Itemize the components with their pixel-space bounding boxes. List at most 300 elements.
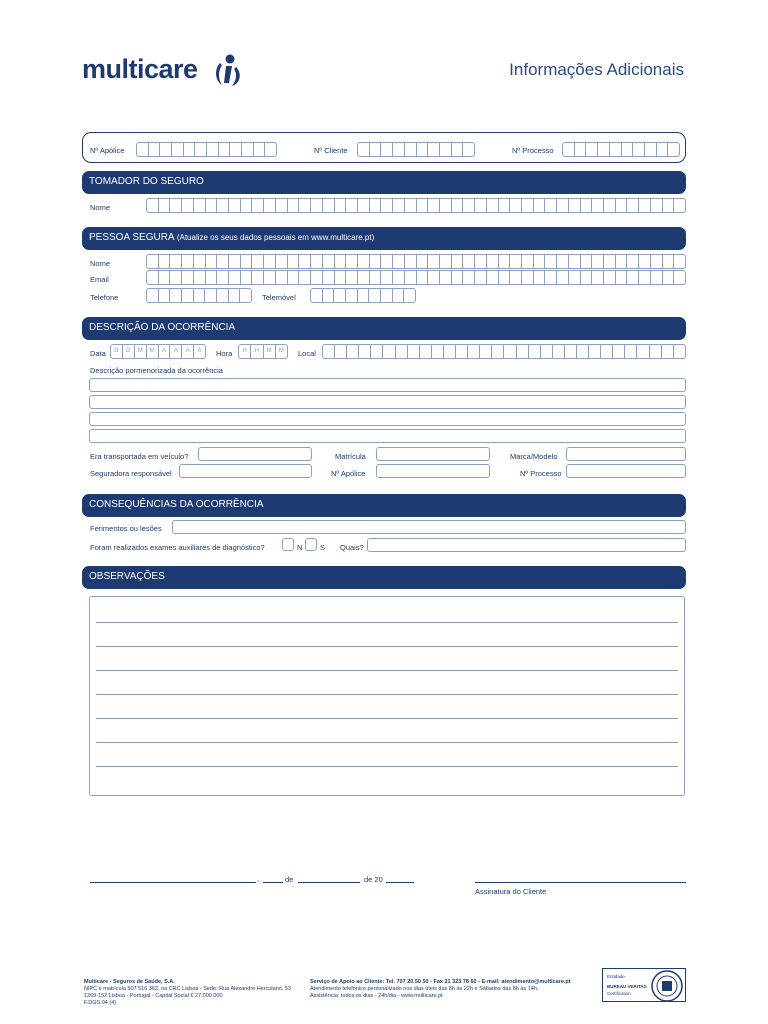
- input-cell[interactable]: [242, 143, 254, 156]
- input-cell[interactable]: [381, 271, 393, 284]
- input-cell[interactable]: [405, 143, 417, 156]
- insurer-label: Seguradora responsável: [90, 469, 172, 478]
- input-cell[interactable]: [613, 345, 625, 358]
- input-cell[interactable]: [264, 199, 276, 212]
- input-cell[interactable]: D: [111, 345, 123, 358]
- input-cell[interactable]: [229, 289, 241, 302]
- input-cell[interactable]: [440, 199, 452, 212]
- input-cell[interactable]: [504, 345, 516, 358]
- input-cell[interactable]: [569, 271, 581, 284]
- input-cell[interactable]: [510, 255, 522, 268]
- process-number-label: Nº Processo: [512, 146, 554, 155]
- input-cell[interactable]: [569, 255, 581, 268]
- tomador-name-label: Nome: [90, 203, 111, 212]
- input-cell[interactable]: [323, 199, 335, 212]
- description-line-4[interactable]: [89, 429, 686, 443]
- input-cell[interactable]: [160, 143, 172, 156]
- input-cell[interactable]: [159, 255, 171, 268]
- input-cell[interactable]: [604, 271, 616, 284]
- vehicle-label: Era transportada em veículo?: [90, 452, 189, 461]
- signature-caption: Assinatura do Cliente: [475, 887, 547, 896]
- input-cell[interactable]: M: [147, 345, 159, 358]
- input-cell[interactable]: [229, 255, 241, 268]
- input-cell[interactable]: [616, 199, 628, 212]
- input-cell[interactable]: [147, 289, 159, 302]
- input-cell[interactable]: [311, 255, 323, 268]
- input-cell[interactable]: [276, 271, 288, 284]
- input-cell[interactable]: [444, 345, 456, 358]
- input-cell[interactable]: [662, 345, 674, 358]
- input-cell[interactable]: [480, 345, 492, 358]
- input-cell[interactable]: [522, 255, 534, 268]
- input-cell[interactable]: [264, 271, 276, 284]
- footer-company-line: NIPC e matrícula 507 516 362, na CRC Lisboa - Sede: Rua Alexandre Herculano, 53: [84, 986, 291, 992]
- input-cell[interactable]: [674, 199, 685, 212]
- input-cell[interactable]: [440, 143, 452, 156]
- input-cell[interactable]: [335, 255, 347, 268]
- input-cell[interactable]: A: [159, 345, 171, 358]
- input-cell[interactable]: [468, 345, 480, 358]
- page-title: Informações Adicionais: [509, 60, 684, 79]
- input-cell[interactable]: [592, 271, 604, 284]
- input-cell[interactable]: [604, 199, 616, 212]
- input-cell[interactable]: [541, 345, 553, 358]
- input-cell[interactable]: [229, 199, 241, 212]
- input-cell[interactable]: [241, 199, 253, 212]
- input-cell[interactable]: [645, 143, 657, 156]
- input-cell[interactable]: [456, 345, 468, 358]
- footer-service-line: Assistência: todos os dias - 24h/dia - www.multicare.pt: [310, 993, 443, 999]
- process-number-input[interactable]: [562, 142, 680, 157]
- insurer-process-input[interactable]: [566, 464, 686, 478]
- bureau-veritas-seal-icon: [651, 970, 683, 1002]
- input-cell[interactable]: [557, 271, 569, 284]
- input-cell[interactable]: [346, 289, 358, 302]
- input-cell[interactable]: [651, 255, 663, 268]
- multicare-logo-icon: [212, 53, 244, 87]
- input-cell[interactable]: [598, 143, 610, 156]
- injuries-input[interactable]: [172, 520, 686, 534]
- input-cell[interactable]: [182, 289, 194, 302]
- time-label: Hora: [216, 349, 233, 358]
- input-cell[interactable]: [194, 271, 206, 284]
- exams-which-label: Quais?: [340, 543, 364, 552]
- section-title: CONSEQUÊNCIAS DA OCORRÊNCIA: [89, 499, 264, 510]
- input-cell[interactable]: [627, 271, 639, 284]
- input-cell[interactable]: [581, 255, 593, 268]
- footer-form-code: F.DGS.04 (4): [84, 1000, 117, 1006]
- input-cell[interactable]: [217, 289, 229, 302]
- input-cell[interactable]: [577, 345, 589, 358]
- input-cell[interactable]: [534, 255, 546, 268]
- input-cell[interactable]: [240, 289, 251, 302]
- input-cell[interactable]: [487, 271, 499, 284]
- input-cell[interactable]: [323, 289, 335, 302]
- input-cell[interactable]: [299, 255, 311, 268]
- input-cell[interactable]: [475, 199, 487, 212]
- input-cell[interactable]: [381, 255, 393, 268]
- input-cell[interactable]: [323, 345, 335, 358]
- input-cell[interactable]: [170, 289, 182, 302]
- input-cell[interactable]: [323, 271, 335, 284]
- input-cell[interactable]: [622, 143, 634, 156]
- input-cell[interactable]: [663, 271, 675, 284]
- input-cell[interactable]: [194, 255, 206, 268]
- input-cell[interactable]: [463, 143, 474, 156]
- input-cell[interactable]: [219, 143, 231, 156]
- input-cell[interactable]: [569, 199, 581, 212]
- pessoa-phone-input[interactable]: [146, 288, 252, 303]
- input-cell[interactable]: [147, 271, 159, 284]
- input-cell[interactable]: [252, 199, 264, 212]
- input-cell[interactable]: [299, 271, 311, 284]
- input-cell[interactable]: [311, 271, 323, 284]
- pessoa-name-input[interactable]: [146, 254, 686, 269]
- insurer-process-label: Nº Processo: [520, 469, 562, 478]
- signature-line[interactable]: [475, 882, 686, 883]
- input-cell[interactable]: [195, 143, 207, 156]
- pessoa-email-input[interactable]: [146, 270, 686, 285]
- input-cell[interactable]: [639, 271, 651, 284]
- input-cell[interactable]: [370, 271, 382, 284]
- input-cell[interactable]: [335, 271, 347, 284]
- input-cell[interactable]: [393, 255, 405, 268]
- input-cell[interactable]: [346, 199, 358, 212]
- input-cell[interactable]: [651, 199, 663, 212]
- input-cell[interactable]: [601, 345, 613, 358]
- vehicle-input[interactable]: [198, 447, 312, 461]
- input-cell[interactable]: [428, 199, 440, 212]
- time-input[interactable]: [238, 344, 288, 359]
- input-cell[interactable]: [241, 255, 253, 268]
- input-cell[interactable]: [417, 255, 429, 268]
- cert-sub-text: Certification: [607, 991, 631, 996]
- date-input[interactable]: [110, 344, 206, 359]
- input-cell[interactable]: [252, 255, 264, 268]
- input-cell[interactable]: [230, 143, 242, 156]
- input-cell[interactable]: [137, 143, 149, 156]
- input-cell[interactable]: [288, 255, 300, 268]
- observations-rule: [96, 622, 678, 623]
- input-cell[interactable]: [592, 255, 604, 268]
- input-cell[interactable]: H: [239, 345, 251, 358]
- input-cell[interactable]: [637, 345, 649, 358]
- input-cell[interactable]: [383, 345, 395, 358]
- input-cell[interactable]: [254, 143, 266, 156]
- input-cell[interactable]: A: [197, 348, 202, 354]
- input-cell[interactable]: [432, 345, 444, 358]
- input-cell[interactable]: [205, 289, 217, 302]
- input-cell[interactable]: [358, 289, 370, 302]
- input-cell[interactable]: [369, 289, 381, 302]
- input-cell[interactable]: [586, 143, 598, 156]
- input-cell[interactable]: [420, 345, 432, 358]
- description-label: Descrição pormenorizada da ocorrência: [90, 366, 223, 375]
- input-cell[interactable]: H: [251, 345, 263, 358]
- input-cell[interactable]: [440, 255, 452, 268]
- input-cell[interactable]: [347, 345, 359, 358]
- input-cell[interactable]: [610, 143, 622, 156]
- input-cell[interactable]: [346, 271, 358, 284]
- input-cell[interactable]: [381, 143, 393, 156]
- exams-no-checkbox[interactable]: [282, 538, 294, 551]
- pessoa-email-label: Email: [90, 275, 109, 284]
- input-cell[interactable]: [381, 199, 393, 212]
- cert-top-text: Entidade: [607, 974, 625, 979]
- day-line[interactable]: [263, 882, 283, 883]
- input-cell[interactable]: [487, 255, 499, 268]
- input-cell[interactable]: [311, 289, 323, 302]
- input-cell[interactable]: [589, 345, 601, 358]
- input-cell[interactable]: [428, 255, 440, 268]
- input-cell[interactable]: [510, 271, 522, 284]
- input-cell[interactable]: [159, 271, 171, 284]
- input-cell[interactable]: [182, 255, 194, 268]
- pessoa-mobile-input[interactable]: [310, 288, 416, 303]
- input-cell[interactable]: [170, 271, 182, 284]
- input-cell[interactable]: [639, 255, 651, 268]
- input-cell[interactable]: [393, 289, 405, 302]
- input-cell[interactable]: [487, 199, 499, 212]
- input-cell[interactable]: [194, 289, 206, 302]
- input-cell[interactable]: [553, 345, 565, 358]
- input-cell[interactable]: M: [135, 345, 147, 358]
- input-cell[interactable]: M: [264, 345, 276, 358]
- input-cell[interactable]: [393, 199, 405, 212]
- input-cell[interactable]: [452, 255, 464, 268]
- input-cell[interactable]: [358, 255, 370, 268]
- input-cell[interactable]: [311, 199, 323, 212]
- location-label: Local: [298, 349, 316, 358]
- observations-rule: [96, 766, 678, 767]
- input-cell[interactable]: [371, 345, 383, 358]
- input-cell[interactable]: [545, 255, 557, 268]
- input-cell[interactable]: [359, 345, 371, 358]
- input-cell[interactable]: [335, 199, 347, 212]
- input-cell[interactable]: [674, 271, 685, 284]
- input-cell[interactable]: [358, 143, 370, 156]
- input-cell[interactable]: [668, 143, 679, 156]
- input-cell[interactable]: [323, 255, 335, 268]
- input-cell[interactable]: [581, 271, 593, 284]
- input-cell[interactable]: [557, 199, 569, 212]
- observations-rule: [96, 694, 678, 695]
- input-cell[interactable]: [206, 255, 218, 268]
- insurer-input[interactable]: [179, 464, 312, 478]
- input-cell[interactable]: [172, 143, 184, 156]
- input-cell[interactable]: [545, 271, 557, 284]
- input-cell[interactable]: [170, 199, 182, 212]
- input-cell[interactable]: [499, 255, 511, 268]
- input-cell[interactable]: [428, 143, 440, 156]
- section-note: (Atualize os seus dados pessoais em www.multicare.pt): [176, 233, 375, 242]
- input-cell[interactable]: [575, 143, 587, 156]
- input-cell[interactable]: [182, 199, 194, 212]
- input-cell[interactable]: [299, 199, 311, 212]
- input-cell[interactable]: [616, 255, 628, 268]
- input-cell[interactable]: [592, 199, 604, 212]
- input-cell[interactable]: [370, 143, 382, 156]
- description-line-3[interactable]: [89, 412, 686, 426]
- input-cell[interactable]: [529, 345, 541, 358]
- cert-name-text: BUREAU VERITAS: [607, 984, 647, 989]
- input-cell[interactable]: [393, 143, 405, 156]
- make-model-input[interactable]: [566, 447, 686, 461]
- input-cell[interactable]: [335, 345, 347, 358]
- input-cell[interactable]: [147, 255, 159, 268]
- input-cell[interactable]: [452, 199, 464, 212]
- input-cell[interactable]: [252, 271, 264, 284]
- input-cell[interactable]: [475, 271, 487, 284]
- input-cell[interactable]: [393, 271, 405, 284]
- input-cell[interactable]: [159, 289, 171, 302]
- input-cell[interactable]: [405, 271, 417, 284]
- policy-number-input[interactable]: [136, 142, 277, 157]
- input-cell[interactable]: D: [123, 345, 135, 358]
- input-cell[interactable]: [265, 143, 276, 156]
- input-cell[interactable]: [370, 255, 382, 268]
- input-cell[interactable]: [147, 199, 159, 212]
- insurer-policy-input[interactable]: [376, 464, 490, 478]
- input-cell[interactable]: [475, 255, 487, 268]
- input-cell[interactable]: [452, 271, 464, 284]
- input-cell[interactable]: [534, 199, 546, 212]
- input-cell[interactable]: [499, 271, 511, 284]
- input-cell[interactable]: [417, 143, 429, 156]
- input-cell[interactable]: [241, 271, 253, 284]
- section-title: PESSOA SEGURA: [89, 232, 175, 243]
- input-cell[interactable]: [159, 199, 171, 212]
- input-cell[interactable]: [510, 199, 522, 212]
- observations-rule: [96, 742, 678, 743]
- input-cell[interactable]: [522, 199, 534, 212]
- input-cell[interactable]: [565, 345, 577, 358]
- input-cell[interactable]: [452, 143, 464, 156]
- input-cell[interactable]: [463, 271, 475, 284]
- section-bar-tomador: [82, 171, 686, 194]
- place-line[interactable]: [90, 882, 256, 883]
- input-cell[interactable]: [633, 143, 645, 156]
- description-line-2[interactable]: [89, 395, 686, 409]
- input-cell[interactable]: [417, 199, 429, 212]
- input-cell[interactable]: [276, 255, 288, 268]
- input-cell[interactable]: [657, 143, 669, 156]
- input-cell[interactable]: [194, 199, 206, 212]
- input-cell[interactable]: [206, 199, 218, 212]
- input-cell[interactable]: [170, 255, 182, 268]
- input-cell[interactable]: [405, 199, 417, 212]
- section-title: OBSERVAÇÕES: [89, 571, 165, 582]
- input-cell[interactable]: [264, 255, 276, 268]
- client-number-input[interactable]: [357, 142, 475, 157]
- certification-badge: [602, 968, 686, 1002]
- exams-yes-checkbox[interactable]: [305, 538, 317, 551]
- input-cell[interactable]: [650, 345, 662, 358]
- input-cell[interactable]: [206, 271, 218, 284]
- input-cell[interactable]: A: [170, 345, 182, 358]
- input-cell[interactable]: [557, 255, 569, 268]
- location-input[interactable]: [322, 344, 686, 359]
- input-cell[interactable]: [674, 255, 685, 268]
- footer-service-line: Atendimento telefónico personalizado nos dias úteis das 8h às 22h e Sábados das 8h às 14h.: [310, 986, 539, 992]
- input-cell[interactable]: [440, 271, 452, 284]
- input-cell[interactable]: [405, 255, 417, 268]
- year-line[interactable]: [386, 882, 414, 883]
- input-cell[interactable]: [545, 199, 557, 212]
- section-title: TOMADOR DO SEGURO: [89, 176, 204, 187]
- input-cell[interactable]: [499, 199, 511, 212]
- observations-rule: [96, 718, 678, 719]
- input-cell[interactable]: [358, 199, 370, 212]
- input-cell[interactable]: [182, 271, 194, 284]
- plate-input[interactable]: [376, 447, 490, 461]
- input-cell[interactable]: [428, 271, 440, 284]
- input-cell[interactable]: [217, 199, 229, 212]
- pessoa-name-label: Nome: [90, 259, 111, 268]
- input-cell[interactable]: [207, 143, 219, 156]
- input-cell[interactable]: [358, 271, 370, 284]
- input-cell[interactable]: [217, 255, 229, 268]
- description-line-1[interactable]: [89, 378, 686, 392]
- input-cell[interactable]: [370, 199, 382, 212]
- input-cell[interactable]: [581, 199, 593, 212]
- input-cell[interactable]: [276, 199, 288, 212]
- input-cell[interactable]: [149, 143, 161, 156]
- input-cell[interactable]: [463, 199, 475, 212]
- input-cell[interactable]: [674, 345, 685, 358]
- input-cell[interactable]: [492, 345, 504, 358]
- input-cell[interactable]: [651, 271, 663, 284]
- tomador-name-input[interactable]: [146, 198, 686, 213]
- exams-which-input[interactable]: [367, 538, 686, 552]
- observations-rule: [96, 646, 678, 647]
- input-cell[interactable]: [616, 271, 628, 284]
- input-cell[interactable]: [534, 271, 546, 284]
- input-cell[interactable]: [639, 199, 651, 212]
- input-cell[interactable]: [627, 199, 639, 212]
- input-cell[interactable]: [288, 199, 300, 212]
- footer-company-line: 1269-152 Lisboa - Portugal - Capital Social € 27.000.000: [84, 993, 223, 999]
- input-cell[interactable]: [334, 289, 346, 302]
- input-cell[interactable]: [517, 345, 529, 358]
- input-cell[interactable]: [184, 143, 196, 156]
- input-cell[interactable]: [663, 255, 675, 268]
- insurer-policy-label: Nº Apólice: [331, 469, 366, 478]
- input-cell[interactable]: [217, 271, 229, 284]
- input-cell[interactable]: M: [278, 348, 284, 354]
- input-cell[interactable]: [288, 271, 300, 284]
- input-cell[interactable]: [563, 143, 575, 156]
- section-title: DESCRIÇÃO DA OCORRÊNCIA: [89, 322, 236, 333]
- input-cell[interactable]: [408, 345, 420, 358]
- input-cell[interactable]: [627, 255, 639, 268]
- month-line[interactable]: [298, 882, 360, 883]
- input-cell[interactable]: [625, 345, 637, 358]
- pessoa-phone-label: Telefone: [90, 293, 119, 302]
- input-cell[interactable]: [663, 199, 675, 212]
- input-cell[interactable]: [346, 255, 358, 268]
- input-cell[interactable]: A: [182, 345, 194, 358]
- input-cell[interactable]: [381, 289, 393, 302]
- input-cell[interactable]: [463, 255, 475, 268]
- input-cell[interactable]: [229, 271, 241, 284]
- input-cell[interactable]: [604, 255, 616, 268]
- input-cell[interactable]: [396, 345, 408, 358]
- input-cell[interactable]: [522, 271, 534, 284]
- input-cell[interactable]: [404, 289, 415, 302]
- input-cell[interactable]: [417, 271, 429, 284]
- policy-number-label: Nº Apólice: [90, 146, 125, 155]
